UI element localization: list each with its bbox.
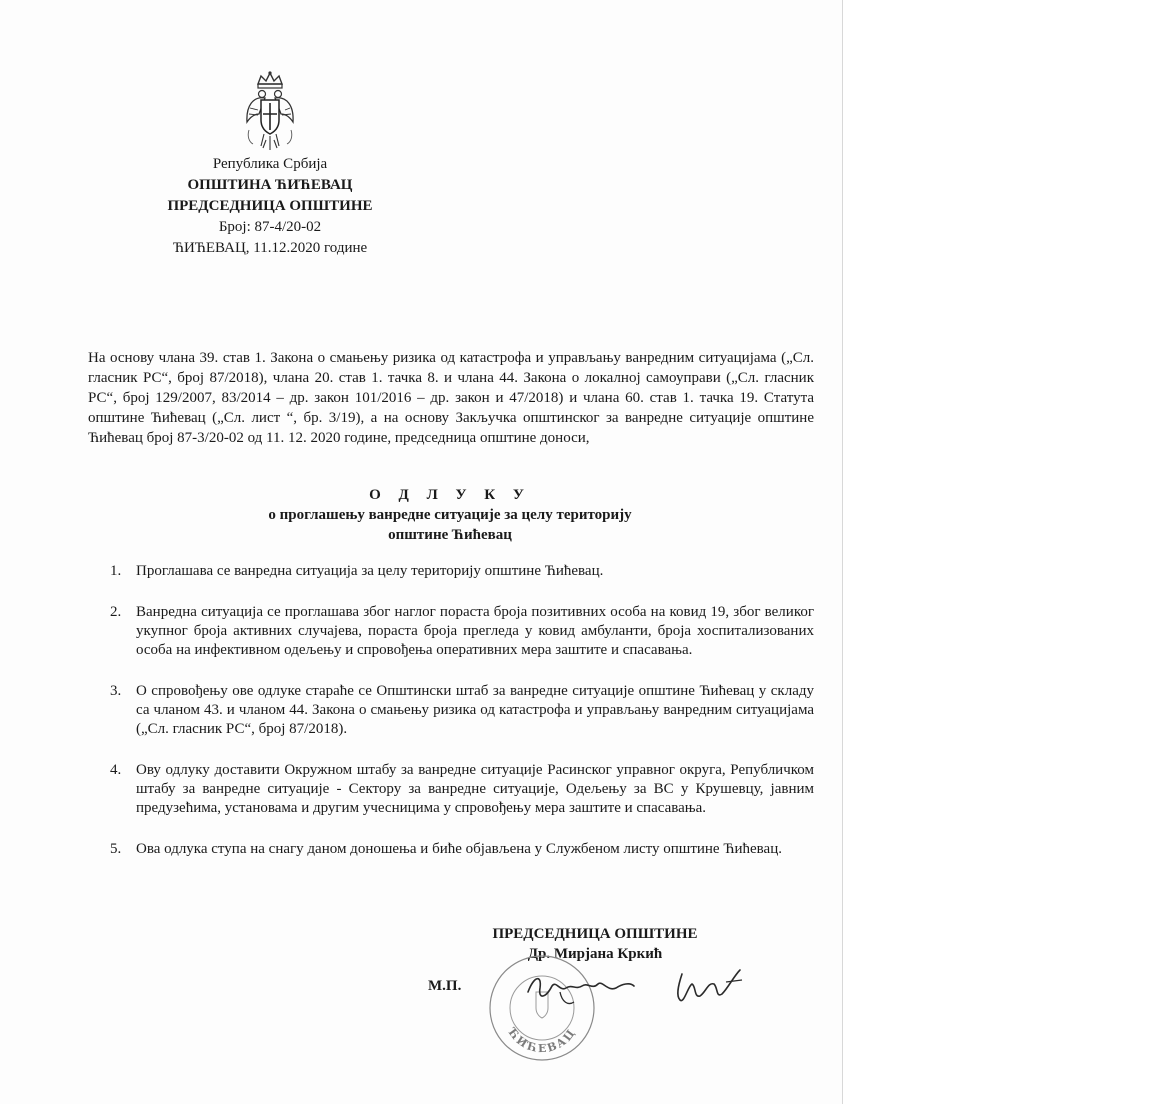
document-header <box>150 70 390 259</box>
decision-subtitle-line1: о проглашењу ванредне ситуације за целу територију <box>268 507 632 523</box>
header-municipality: ОПШТИНА ЋИЋЕВАЦ <box>187 177 353 193</box>
decision-subtitle-line2: општине Ћићевац <box>388 527 512 543</box>
item-text: Ову одлуку доставити Окружном штабу за ванредне ситуације Расинског управног округа, Републичком штабу за ванредне ситуације - Сектору за ванредне ситуације, Одељењу за ВС у Крушевцу, јавним предузећима, установама и другим учесницима у спровођењу мера заштите и спасавања. <box>136 762 814 816</box>
item-number: 4. <box>110 762 122 778</box>
stamp-label: М.П. <box>428 978 462 994</box>
intro-paragraph: На основу члана 39. став 1. Закона о смањењу ризика од катастрофа и управљању ванредним ситуацијама („Сл. гласник РС“, број 87/2018), члана 20. став 1. тачка 8. и члана 44. Закона о локалној самоуправи („Сл. гласник РС“, број 129/2007, 83/2014 – др. закон 101/2016 – др. закон и 47/2018) и члана 60. став 1. тачка 19. Статута општине Ћићевац („Сл. лист “, бр. 3/19), а на основу Закључка општинског за ванредне ситуације општине Ћићевац број 87-3/20-02 од 11. 12. 2020 године, председница општине доноси, <box>88 350 814 446</box>
header-republic: Република Србија <box>212 156 328 172</box>
decision-title-block <box>150 485 750 545</box>
decision-item <box>108 840 814 859</box>
item-number: 5. <box>110 841 122 857</box>
decision-item <box>108 603 814 660</box>
decision-items <box>108 562 814 859</box>
header-number: Број: 87-4/20-02 <box>218 219 322 235</box>
decision-title: О Д Л У К У <box>369 487 531 503</box>
coat-of-arms-icon <box>241 70 299 152</box>
item-text: Проглашава се ванредна ситуација за целу територију општине Ћићевац. <box>136 563 604 579</box>
item-text: О спровођењу ове одлуке стараће се Општински штаб за ванредне ситуације општине Ћићевац у складу са чланом 43. и чланом 44. Закона о смањењу ризика од катастрофа и управљању ванредним ситуацијама („Сл. гласник РС“, број 87/2018). <box>136 683 814 737</box>
signature-title: ПРЕДСЕДНИЦА ОПШТИНЕ <box>492 926 698 942</box>
header-place-date: ЋИЋЕВАЦ, 11.12.2020 године <box>172 240 368 256</box>
signature-name: Др. Мирјана Кркић <box>527 946 663 962</box>
decision-item <box>108 682 814 739</box>
item-number: 1. <box>110 563 122 579</box>
decision-item <box>108 562 814 581</box>
item-text: Ванредна ситуација се проглашава због наглог пораста броја позитивних особа на ковид 19, због великог укупног броја активних случајева, пораста броја прегледа у ковид амбуланти, броја хоспитализованих особа на инфективном одељењу и спровођења оперативних мера заштите и спасавања. <box>136 604 814 658</box>
item-number: 2. <box>110 604 122 620</box>
svg-text:ЋИЋЕВАЦ: ЋИЋЕВАЦ <box>505 1025 579 1056</box>
handwritten-signature-icon <box>520 962 750 1022</box>
decision-item <box>108 761 814 818</box>
item-text: Ова одлука ступа на снагу даном доношења и биће објављена у Службеном листу општине Ћићевац. <box>136 841 782 857</box>
item-number: 3. <box>110 683 122 699</box>
header-office: ПРЕДСЕДНИЦА ОПШТИНЕ <box>167 198 373 214</box>
